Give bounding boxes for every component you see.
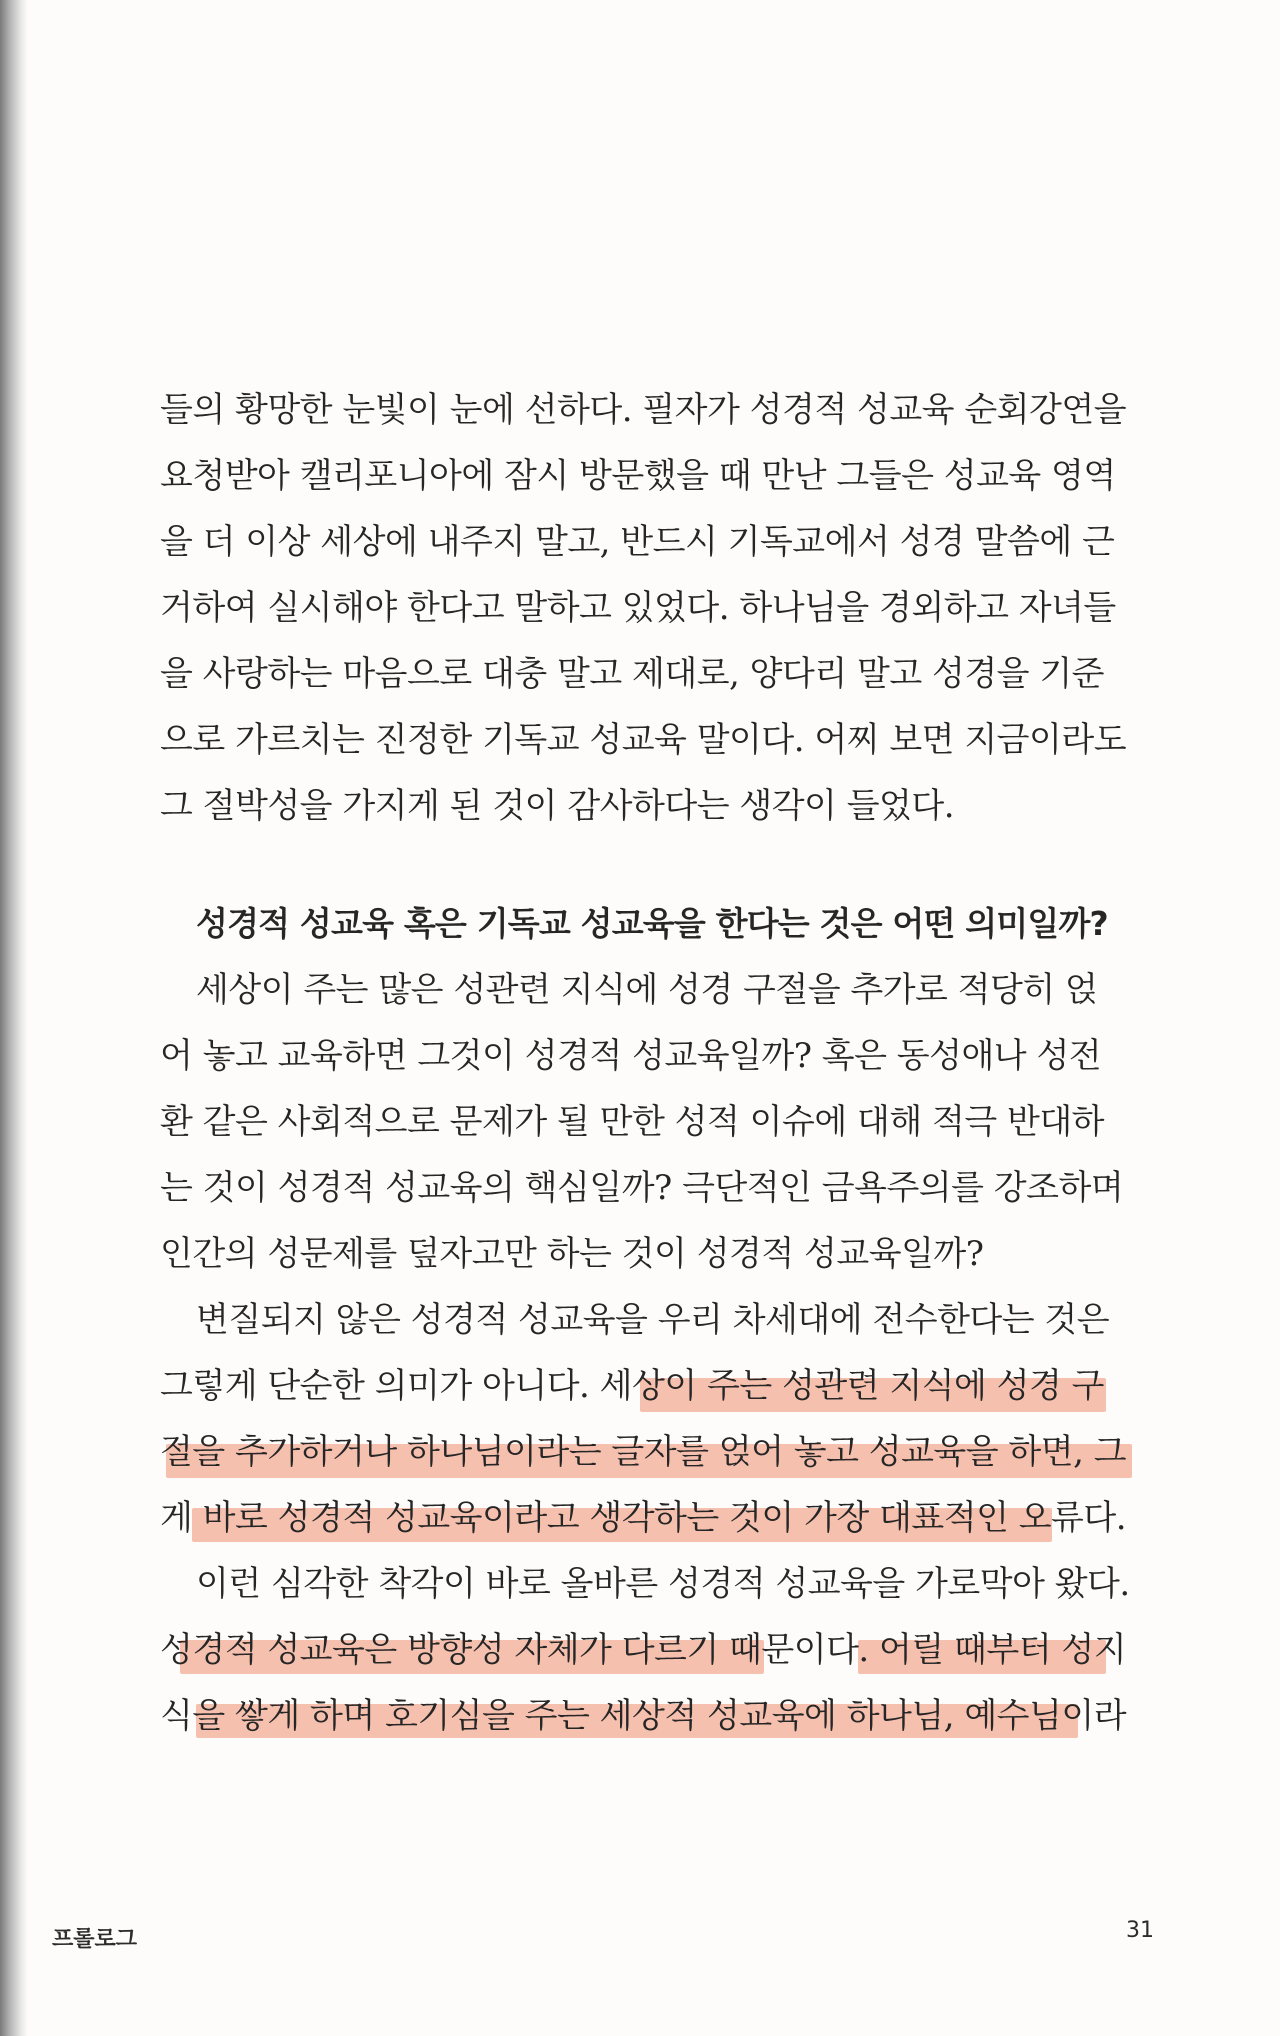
text-line: 요청받아 캘리포니아에 잠시 방문했을 때 만난 그들은 성교육 영역 [160, 456, 1116, 496]
section-heading: 성경적 성교육 혹은 기독교 성교육을 한다는 것은 어떤 의미일까? [196, 904, 1108, 943]
text-line: 거하여 실시해야 한다고 말하고 있었다. 하나님을 경외하고 자녀들 [160, 588, 1116, 628]
text-line: 그 절박성을 가지게 된 것이 감사하다는 생각이 들었다. [160, 786, 955, 826]
text-line: 게 바로 성경적 성교육이라고 생각하는 것이 가장 대표적인 오류다. [160, 1498, 1127, 1538]
text-line: 을 사랑하는 마음으로 대충 말고 제대로, 양다리 말고 성경을 기준 [160, 654, 1105, 694]
text-line: 환 같은 사회적으로 문제가 될 만한 성적 이슈에 대해 적극 반대하 [160, 1102, 1105, 1142]
text-line: 어 놓고 교육하면 그것이 성경적 성교육일까? 혹은 동성애나 성전 [160, 1036, 1102, 1076]
text-line: 성경적 성교육은 방향성 자체가 다르기 때문이다. 어릴 때부터 성지 [160, 1630, 1127, 1670]
text-line: 그렇게 단순한 의미가 아니다. 세상이 주는 성관련 지식에 성경 구 [160, 1366, 1105, 1406]
book-binding-shadow [0, 0, 28, 2036]
running-footer-section-label: 프롤로그 [52, 1927, 138, 1952]
text-line: 을 더 이상 세상에 내주지 말고, 반드시 기독교에서 성경 말씀에 근 [160, 522, 1115, 562]
text-line: 식을 쌓게 하며 호기심을 주는 세상적 성교육에 하나님, 예수님이라 [160, 1696, 1127, 1736]
page-number: 31 [1126, 1918, 1154, 1943]
text-line: 절을 추가하거나 하나님이라는 글자를 얹어 놓고 성교육을 하면, 그 [160, 1432, 1127, 1472]
text-line: 세상이 주는 많은 성관련 지식에 성경 구절을 추가로 적당히 얹 [196, 970, 1098, 1010]
text-line: 이런 심각한 착각이 바로 올바른 성경적 성교육을 가로막아 왔다. [196, 1564, 1130, 1604]
text-line: 는 것이 성경적 성교육의 핵심일까? 극단적인 금욕주의를 강조하며 [160, 1168, 1124, 1208]
text-line: 변질되지 않은 성경적 성교육을 우리 차세대에 전수한다는 것은 [196, 1300, 1110, 1340]
text-line: 인간의 성문제를 덮자고만 하는 것이 성경적 성교육일까? [160, 1234, 984, 1274]
text-line: 으로 가르치는 진정한 기독교 성교육 말이다. 어찌 보면 지금이라도 [160, 720, 1127, 760]
text-line: 들의 황망한 눈빛이 눈에 선하다. 필자가 성경적 성교육 순회강연을 [160, 390, 1127, 430]
